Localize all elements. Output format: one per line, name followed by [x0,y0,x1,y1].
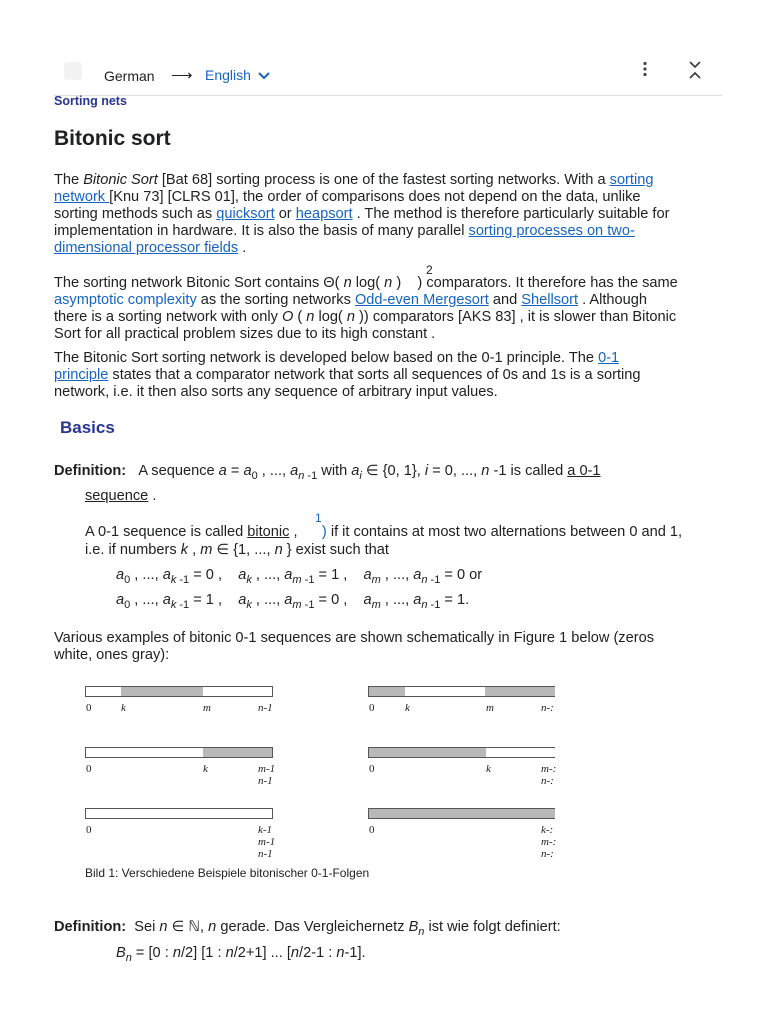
bitonic-condition-1: $a_0$ , ..., $a_{k -1} = 0$ , $a_k$ , ..., $a_{m -1} = 1$ , $a_m$ , ..., $a_{n -1} = 0$ or [116,567,483,586]
tick-label: 0 [86,763,92,775]
sequence-bar [368,808,555,819]
tick-label: n-1 [258,775,273,787]
breadcrumb[interactable]: Sorting nets [54,94,127,108]
chevron-down-icon [258,71,270,81]
tick-label: k-1 [258,824,273,836]
bitonic-definition: A 0-1 sequence is called bitonic , ) if it contains at most two alternations between 0 and 1, i.e. if numbers k , m ∈ {1, ..., n } exist such that [85,524,683,558]
tick-label: k [121,702,126,714]
footnote-paren[interactable]: ) [321,524,327,540]
more-vert-icon[interactable] [642,61,648,77]
figure-intro: Various examples of bitonic 0-1 sequences are shown schematically in Figure 1 below (zeros white, ones gray): [54,630,654,663]
tick-label: m-: [541,763,557,775]
tick-label: n-: [541,775,554,787]
bitonic-condition-2: $a_0$ , ..., $a_{k -1} = 1$ , $a_k$ , ..., $a_{m -1} = 0$ , $a_m$ , ..., $a_{n -1} = 1$. [116,592,470,611]
sequence-bar [85,747,273,758]
ones-segment [369,687,405,696]
ones-segment [121,687,203,696]
tick-label: m-1 [258,836,276,848]
zero-one-principle-link[interactable]: 0-1 [598,350,620,366]
tick-label: n-: [541,702,554,714]
footnote-1[interactable]: 1 [315,511,322,525]
heapsort-link[interactable]: heapsort [295,206,353,222]
ones-segment [369,809,555,818]
ones-segment [369,748,486,757]
tick-label: k [486,763,491,775]
tick-label: m [203,702,211,714]
collapse-icon[interactable] [688,60,702,80]
toolbar-divider [54,95,722,96]
complexity-paragraph: The sorting network Bitonic Sort contains Θ( n log( n ) ) comparators. It therefore has the same asymptotic complexity as the sorting networks Odd-even Mergesort and Shellsort . Although there is a sorting network with only O ( n log( n )) comparators [AKS 83] , it is slower than Bitonic Sort for all practical problem sizes due to its high constant . [54,275,678,342]
tick-label: k [405,702,410,714]
sequence-bar [85,808,273,819]
definition-zero-one-sequence-cont: sequence . [85,488,157,504]
tick-label: m [486,702,494,714]
tick-label: k-: [541,824,554,836]
tick-label: 0 [86,702,92,714]
shellsort-link[interactable]: Shellsort [521,292,579,308]
tick-label: 0 [86,824,92,836]
bitonic-sort-term: Bitonic Sort [83,172,158,188]
odd-even-mergesort-link[interactable]: Odd-even Mergesort [354,292,489,308]
definition-comparator-network: Definition: Sei n ∈ ℕ, n gerade. Das Vergleichernetz $B_n$ ist wie folgt definiert: [54,919,561,938]
sequence-bar [368,686,555,697]
comparator-network-formula: $B_n = [0$ : n/2] [1 : n/2+1] ... [n/2-1 : n-1]. [116,945,366,964]
asymptotic-complexity-link[interactable]: asymptotic complexity [54,292,197,308]
tick-label: k [203,763,208,775]
zero-one-principle-link-cont[interactable]: principle [54,367,109,383]
tick-label: n-1 [258,848,273,860]
bitonic-term: bitonic [247,524,290,540]
definition-zero-one-sequence: Definition: A sequence $a = a_0$ , ..., $a_{n -1}$ with $a_i$ ∈ {0, 1}, i = 0, ..., n -1 is called a 0-1 [54,463,601,482]
tick-label: m-: [541,836,557,848]
figure-caption: Bild 1: Verschiedene Beispiele bitonischer 0-1-Folgen [85,866,370,880]
zero-one-sequence-link-cont[interactable]: sequence [85,488,149,504]
sorting-network-link-cont[interactable]: network [54,189,110,205]
page-title: Bitonic sort [54,127,171,150]
arrow-right-icon: ⟶ [171,67,193,84]
section-heading-basics: Basics [60,418,115,437]
tick-label: n-: [541,848,554,860]
two-dimensional-link[interactable]: sorting processes on two- [468,223,635,239]
principle-paragraph: The Bitonic Sort sorting network is developed below based on the 0-1 principle. The 0-1 principle states that a comparator network that sorts all sequences of 0s and 1s is a sorting network, i.e. it then also sorts any sequence of arbitrary input values. [54,350,641,400]
exponent-2: 2 [426,263,433,277]
tick-label: 0 [369,824,375,836]
sequence-bar [368,747,555,758]
tick-label: 0 [369,702,375,714]
intro-paragraph: The Bitonic Sort [Bat 68] sorting process is one of the fastest sorting networks. With a sorting network [Knu 73] [CLRS 01], the order of comparisons does not depend on the data, unlike sorting methods such as quicksort or heapsort . The method is therefore particularly suitable for implementation in hardware. It is also the basis of many parallel sorting processes on two- dimensional processor fields . [54,172,670,256]
sequence-bar [85,686,273,697]
tick-label: m-1 [258,763,276,775]
quicksort-link[interactable]: quicksort [216,206,275,222]
ones-segment [203,748,272,757]
two-dimensional-link-cont[interactable]: dimensional processor fields [54,240,239,256]
sorting-network-link[interactable]: sorting [609,172,654,188]
source-language[interactable]: German [104,68,155,84]
zero-one-sequence-link[interactable]: a 0-1 [567,463,601,479]
target-language-select[interactable] [205,67,270,83]
ones-segment [485,687,555,696]
target-language-label: English [205,67,251,83]
translate-logo-icon [64,62,82,80]
tick-label: n-1 [258,702,273,714]
tick-label: 0 [369,763,375,775]
